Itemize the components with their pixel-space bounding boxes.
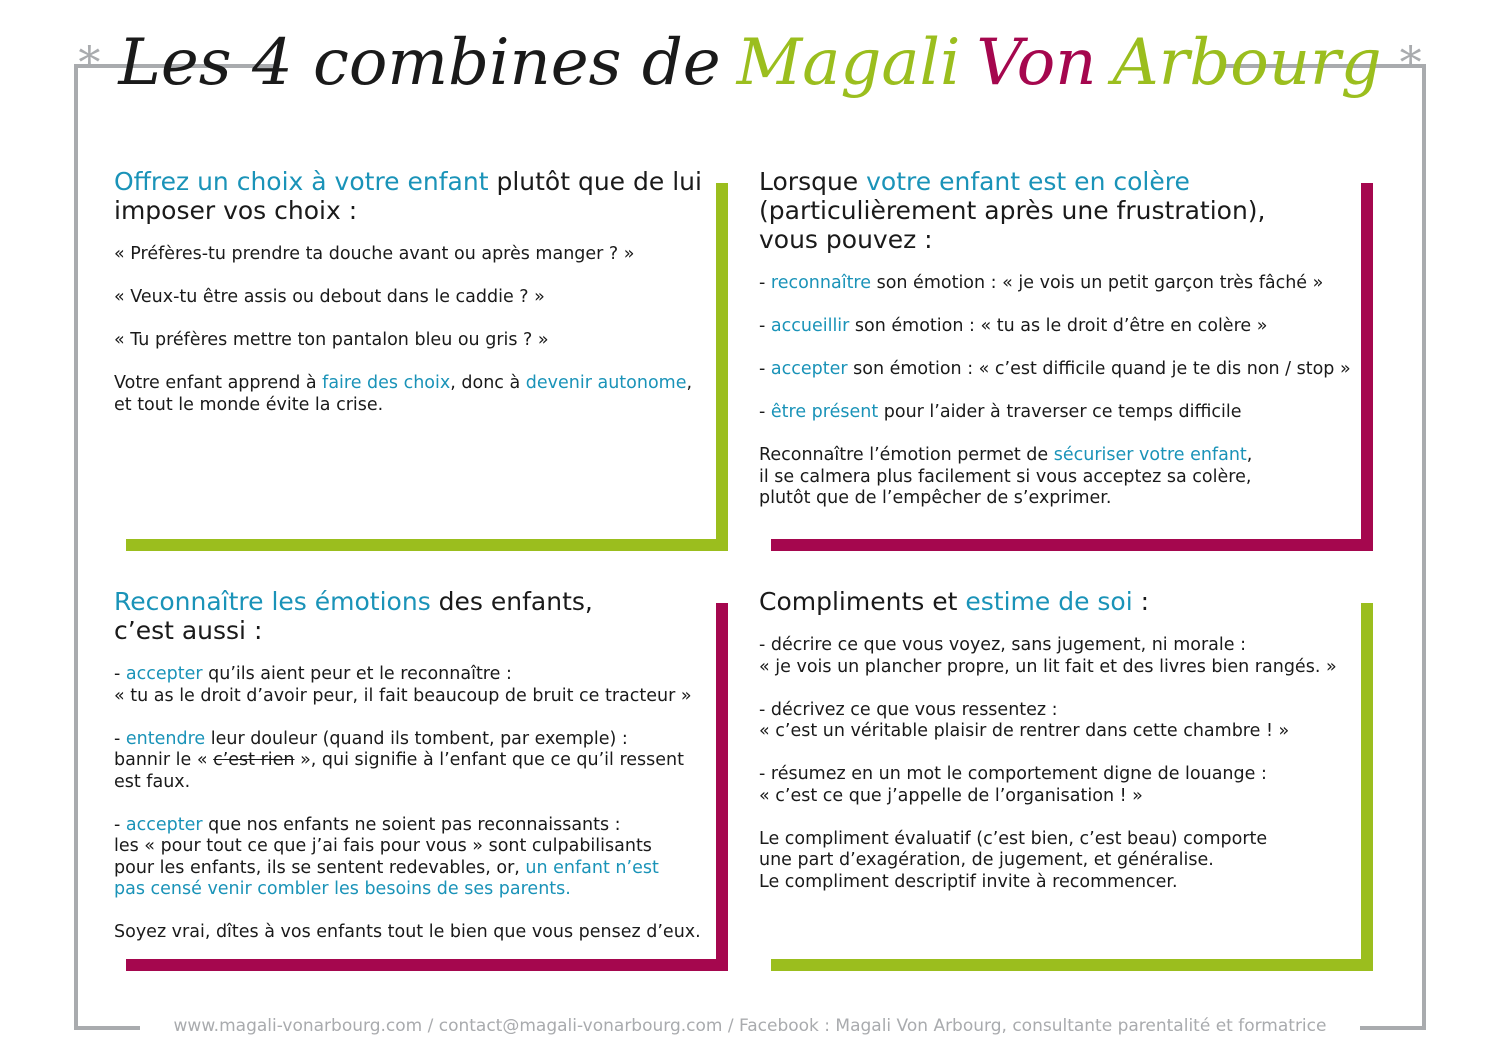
item-text: « c’est ce que j’appelle de l’organisation ! » [759,785,1143,806]
panel-heading [114,587,704,645]
panel-body [759,273,1359,531]
item-text: est faux. [114,771,191,792]
heading-highlight: votre enfant est en colère [866,167,1190,196]
item-verb: entendre [125,728,206,749]
heading-text: plutôt que de lui imposer vos choix : [114,167,702,225]
frame-bottom-left [74,1026,144,1030]
footer-contact: www.magali-vonarbourg.com / contact@magali-vonarbourg.com / Facebook : Magali Von Arbourg, consultante parentalité et formatrice [140,1016,1360,1036]
asterisk-icon: * [78,37,101,89]
item-text: », qui signifie à l’enfant que ce qu’il ressent [294,750,684,770]
item-dash: - [759,402,771,422]
item-text: son émotion : « je vois un petit garçon très fâché » [871,273,1324,293]
item-dash: - [114,814,126,835]
item-text: « tu as le droit d’avoir peur, il fait beaucoup de bruit ce tracteur » [114,685,692,706]
list-item [114,664,712,707]
frame-bottom-right [1356,1026,1426,1030]
example-question: « Tu préfères mettre ton pantalon bleu ou gris ? » [114,330,549,350]
heading-text: Lorsque [759,167,867,196]
title-name-first: Magali [736,26,961,100]
item-highlight: pas censé venir combler les besoins de ses parents. [114,879,571,899]
heading-highlight: Offrez un choix à votre enfant [114,167,489,196]
list-item [759,402,1359,424]
conclusion-text: plutôt que de l’empêcher de s’exprimer. [759,488,1112,508]
conclusion-highlight: sécuriser votre enfant [1053,445,1247,465]
item-dash: - [759,316,771,336]
panel-bracket-vertical [1361,183,1373,551]
conclusion-text: il se calmera plus facilement si vous acceptez sa colère, [759,466,1252,487]
heading-highlight: estime de soi [965,587,1133,616]
conclusion-text: Votre enfant apprend à [114,373,323,393]
conclusion-highlight: devenir autonome [525,373,687,393]
panel-bracket-horizontal [771,539,1373,551]
page-title [78,8,1422,118]
item-text: que nos enfants ne soient pas reconnaissants : [202,814,621,835]
panel-bracket-horizontal [126,539,728,551]
item-dash: - [114,728,126,749]
example-question: « Veux-tu être assis ou debout dans le caddie ? » [114,287,545,307]
conclusion-highlight: faire des choix [322,373,451,393]
list-item [759,273,1359,295]
list-item [114,815,712,901]
item-dash: - [114,664,126,684]
panel-heading [759,167,1349,254]
panel-body [114,664,712,965]
item-text: son émotion : « tu as le droit d’être en colère » [849,316,1268,336]
conclusion-text: , [686,373,693,393]
list-item [114,729,712,794]
title-name-von: Von [976,26,1097,100]
item-verb: être présent [770,402,879,422]
heading-highlight: Reconnaître les émotions [114,587,431,616]
panel-body [759,635,1357,915]
item-text: pour l’aider à traverser ce temps difficile [878,402,1242,422]
item-verb: reconnaître [770,273,872,293]
list-item [759,635,1357,678]
item-text: leur douleur (quand ils tombent, par exemple) : [205,728,628,749]
asterisk-icon: * [1399,37,1422,89]
conclusion [114,373,704,416]
item-text: bannir le « [114,750,214,770]
item-text: son émotion : « c’est difficile quand je te dis non / stop » [847,359,1351,379]
conclusion-text: Le compliment évaluatif (c’est bien, c’est beau) comporte [759,828,1268,849]
item-text: « c’est un véritable plaisir de rentrer dans cette chambre ! » [759,721,1290,741]
item-text: les « pour tout ce que j’ai fais pour vous » sont culpabilisants [114,836,652,856]
heading-text: c’est aussi : [114,616,263,645]
conclusion [759,829,1357,894]
panel-bracket-vertical [716,603,728,971]
conclusion-text: Le compliment descriptif invite à recommencer. [759,871,1178,892]
list-item [759,764,1357,807]
title-name-last: Arbourg [1112,26,1382,100]
list-item [759,316,1359,338]
item-text: « je vois un plancher propre, un lit fait et des livres bien rangés. » [759,656,1337,677]
item-verb: accepter [770,359,848,379]
struck-phrase: c’est rien [213,750,295,770]
item-verb: accepter [125,814,203,835]
item-dash: - [759,273,771,293]
panel-heading [759,587,1349,616]
conclusion: Soyez vrai, dîtes à vos enfants tout le bien que vous pensez d’eux. [114,922,701,942]
item-text: pour les enfants, ils se sentent redevables, or, [114,857,526,878]
item-verb: accueillir [770,316,850,336]
example-question: « Préfères-tu prendre ta douche avant ou après manger ? » [114,244,635,264]
list-item [759,700,1357,743]
conclusion-text: une part d’exagération, de jugement, et généralise. [759,850,1214,870]
item-verb: accepter [125,664,203,684]
heading-text: Compliments et [759,587,966,616]
conclusion [759,445,1359,510]
conclusion-text: et tout le monde évite la crise. [114,394,384,415]
heading-text: des enfants, [430,587,593,616]
title-text: Les 4 combines de [118,26,721,100]
item-text: - résumez en un mot le comportement digne de louange : [759,764,1267,784]
heading-text: vous pouvez : [759,225,933,254]
panel-body [114,244,704,438]
panel-bracket-vertical [716,183,728,551]
conclusion-text: , donc à [450,373,526,393]
panel-bracket-horizontal [771,959,1373,971]
panel-heading [114,167,704,225]
frame-right [1422,64,1426,1030]
item-dash: - [759,359,771,379]
item-text: qu’ils aient peur et le reconnaître : [202,664,512,684]
heading-text: (particulièrement après une frustration), [759,196,1266,225]
item-text: - décrivez ce que vous ressentez : [759,699,1058,720]
conclusion-text: , [1246,445,1253,465]
conclusion-text: Reconnaître l’émotion permet de [759,445,1054,465]
frame-left [74,64,78,1030]
heading-text: : [1132,587,1150,616]
list-item [759,359,1359,381]
item-text: - décrire ce que vous voyez, sans jugement, ni morale : [759,635,1246,655]
item-highlight: un enfant n’est [525,857,659,878]
panel-bracket-vertical [1361,603,1373,971]
